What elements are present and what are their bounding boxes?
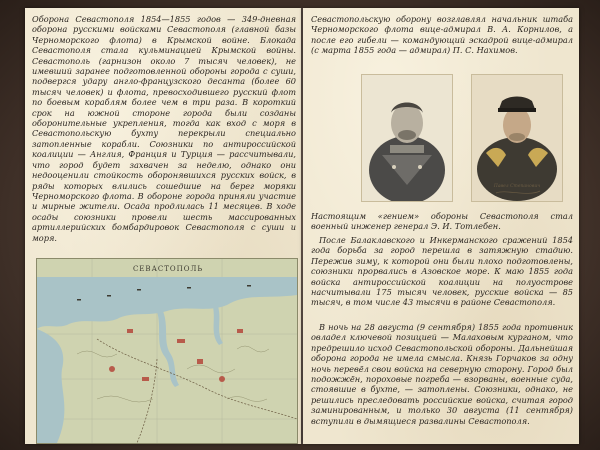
left-page-text: Оборона Севастополя 1854—1855 годов — 349-дневная оборона русскими войсками Севастополя (главной базы Черноморского флота) в Крымской войне. Блокада Севастополя стала кульминацией Крымской войны. Севастополь (гарнизон около 7 тысяч человек), не имевший заранее подготовленной обороны города с суши, подвергся удару англо-французского десанта (более 60 тысяч человек) и флота, превосходившего русский флот по боевым кораблям более чем в три раза. В короткий срок на южной стороне города были созданы оборонительные укрепления, тогда как вход с моря в Севастопольскую бухту перекрыли специально затопленные корабли. Союзники по антироссийской коалиции — Англия, Франция и Турция — рассчитывали, что город будет захвачен за неделю, однако они недооценили стойкость оборонявшихся русских войск, в ряды которых влились сошедшие на берег моряки Черноморского флота. В обороне города приняли участие и мирные жители. Осада продлилась 11 месяцев. В ходе осады союзники провели шесть массированных артиллерийских бомбардировок Севастополя с суши и моря. <box>32 14 296 243</box>
right-page-text-3: После Балаклавского и Инкерманского сражений 1854 года борьба за город перешла в затяжную стадию. Пережив зиму, к которой они были плохо подготовлены, союзники прорвались в Азовское море. К маю 1855 года войска антироссийской коалиции на полуострове насчитывали 175 тысяч человек, русские войска — 85 тысяч, в том числе 43 тысячи в районе Севастополя. <box>311 235 573 308</box>
right-page-text-1: Севастопольскую оборону возглавлял начальник штаба Черноморского флота вице-адмирал В. А. Корнилов, а после его гибели — командующий эскадрой вице-адмирал (с марта 1855 года — адмирал) П. С. Нахимов. <box>311 14 573 56</box>
map-title: СЕВАСТОПОЛЬ <box>132 265 204 273</box>
portrait-kornilov-image <box>362 75 452 201</box>
left-page <box>25 8 301 444</box>
map-drawing <box>37 259 297 443</box>
right-page-text-4: В ночь на 28 августа (9 сентября) 1855 года противник овладел ключевой позицией — Малаховым курганом, что предрешило исход Севастопольской обороны. Дальнейшая оборона города не имела смысла. Князь Горчаков за одну ночь перевёл свои войска на северную сторону. Город был подожжён, пороховые погреба — взорваны, военные суда, стоявшие в бухте, — затоплены. Союзники, однако, не решились преследовать российские войска, считая город заминированным, и только 30 августа (11 сентября) вступили в дымящиеся развалины Севастополя. <box>311 322 573 426</box>
portrait-nakhimov <box>471 74 563 202</box>
right-page-text-2: Настоящим «гением» обороны Севастополя стал военный инженер генерал Э. И. Тотлебен. <box>311 211 573 232</box>
portrait-kornilov <box>361 74 453 202</box>
portrait-signature-text: Павел Степанович <box>493 184 541 189</box>
right-page <box>303 8 579 444</box>
portrait-nakhimov-image <box>472 75 562 201</box>
sevastopol-map <box>36 258 298 444</box>
